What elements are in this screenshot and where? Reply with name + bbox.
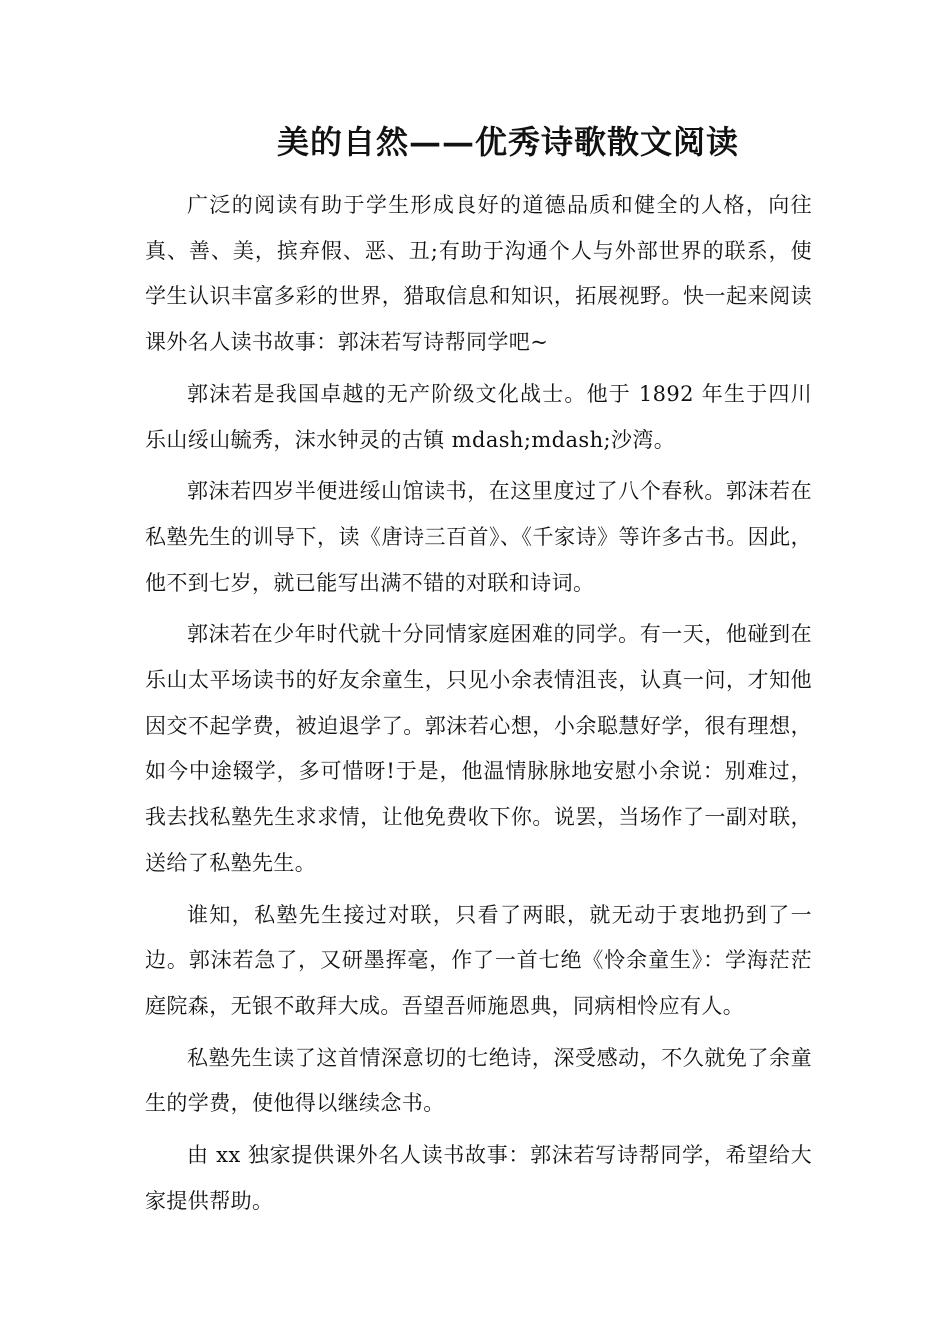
document-body — [145, 183, 812, 1230]
paragraph-poem: 谁知，私塾先生接过对联，只看了两眼，就无动于衷地扔到了一边。郭沫若急了，又研墨挥毫，作了一首七绝《怜余童生》：学海茫茫庭院森，无银不敢拜大成。吾望吾师施恩典，同病相怜应有人。 — [145, 902, 812, 1018]
paragraph-intro: 广泛的阅读有助于学生形成良好的道德品质和健全的人格，向往真、善、美，摈弃假、恶、丑;有助于沟通个人与外部世界的联系，使学生认识丰富多彩的世界，猎取信息和知识，拓展视野。快一起来阅读课外名人读书故事：郭沫若写诗帮同学吧~ — [145, 193, 812, 355]
paragraph-biography: 郭沫若是我国卓越的无产阶级文化战士。他于 1892 年生于四川乐山绥山毓秀，沫水钟灵的古镇 mdash;mdash;沙湾。 — [145, 381, 812, 452]
paragraph-helping-friend: 郭沫若在少年时代就十分同情家庭困难的同学。有一天，他碰到在乐山太平场读书的好友余童生，只见小余表情沮丧，认真一问，才知他因交不起学费，被迫退学了。郭沫若心想，小余聪慧好学，很有理想，如今中途辍学，多可惜呀!于是，他温情脉脉地安慰小余说：别难过，我去找私塾先生求求情，让他免费收下你。说罢，当场作了一副对联，送给了私塾先生。 — [145, 622, 812, 875]
paragraph-early-study: 郭沫若四岁半便进绥山馆读书，在这里度过了八个春秋。郭沫若在私塾先生的训导下，读《唐诗三百首》、《千家诗》等许多古书。因此，他不到七岁，就已能写出满不错的对联和诗词。 — [145, 479, 812, 595]
paragraph-outcome: 私塾先生读了这首情深意切的七绝诗，深受感动，不久就免了余童生的学费，使他得以继续念书。 — [145, 1045, 812, 1116]
document-title: 美的自然——优秀诗歌散文阅读 — [276, 123, 739, 161]
paragraph-closing: 由 xx 独家提供课外名人读书故事：郭沫若写诗帮同学，希望给大家提供帮助。 — [145, 1143, 812, 1213]
